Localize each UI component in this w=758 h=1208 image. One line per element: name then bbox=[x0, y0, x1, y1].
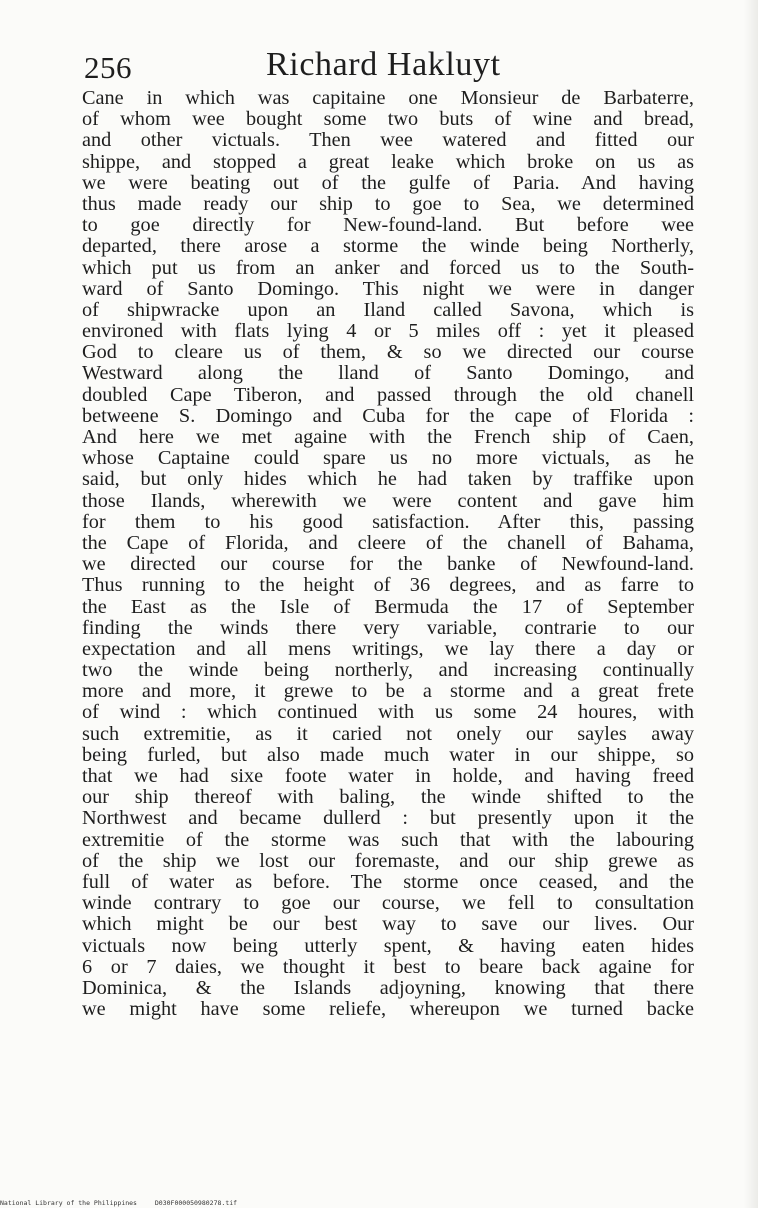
text-line: said, but only hides which he had taken by traffike upon bbox=[82, 469, 694, 491]
text-line: the East as the Isle of Bermuda the 17 of September bbox=[82, 596, 694, 618]
text-line: which put us from an anker and forced us to the South- bbox=[82, 257, 694, 279]
text-line: that we had sixe foote water in holde, and having freed bbox=[82, 766, 694, 787]
text-line: Northwest and became dullerd : but presently upon it the bbox=[82, 808, 694, 830]
text-line: Westward along the lland of Santo Domingo, and bbox=[82, 363, 694, 385]
text-line: those Ilands, wherewith we were content and gave him bbox=[82, 490, 694, 512]
text-line: God to cleare us of them, & so we directed our course bbox=[82, 342, 694, 364]
text-line: and other victuals. Then wee watered and fitted our bbox=[82, 130, 694, 152]
text-line: for them to his good satisfaction. After this, passing bbox=[82, 511, 694, 533]
text-line: Cane in which was capitaine one Monsieur de Barbaterre, bbox=[82, 88, 694, 109]
text-line: the Cape of Florida, and cleere of the chanell of Bahama, bbox=[82, 532, 694, 554]
page-edge-shadow bbox=[744, 0, 758, 1208]
text-line: we were beating out of the gulfe of Paria. And having bbox=[82, 172, 694, 194]
text-line: full of water as before. The storme once ceased, and the bbox=[82, 871, 694, 893]
text-line: victuals now being utterly spent, & having eaten hides bbox=[82, 935, 694, 957]
text-line: doubled Cape Tiberon, and passed through the old chanell bbox=[82, 384, 694, 406]
page-header bbox=[84, 46, 704, 86]
text-line: two the winde being northerly, and increasing continually bbox=[82, 660, 694, 682]
text-line: of the ship we lost our foremaste, and our ship grewe as bbox=[82, 850, 694, 872]
text-line: shippe, and stopped a great leake which broke on us as bbox=[82, 151, 694, 173]
scan-file-id: D030F000050980278.tif bbox=[154, 1199, 238, 1207]
text-line: Thus running to the height of 36 degrees, and as farre to bbox=[82, 575, 694, 597]
running-title: Richard Hakluyt bbox=[266, 46, 501, 83]
scan-footer bbox=[0, 1199, 251, 1207]
text-line: thus made ready our ship to goe to Sea, we determined bbox=[82, 193, 694, 215]
text-line: environed with flats lying 4 or 5 miles off : yet it pleased bbox=[82, 321, 694, 343]
text-line: extremitie of the storme was such that with the labouring bbox=[82, 829, 694, 851]
text-line: which might be our best way to save our lives. Our bbox=[82, 914, 694, 936]
text-line: expectation and all mens writings, we lay there a day or bbox=[82, 638, 694, 660]
text-line: 6 or 7 daies, we thought it best to beare back againe for bbox=[82, 956, 694, 978]
text-line: finding the winds there very variable, contrarie to our bbox=[82, 617, 694, 639]
text-line: such extremitie, as it caried not onely our sayles away bbox=[82, 723, 694, 745]
text-line: whose Captaine could spare us no more victuals, as he bbox=[82, 448, 694, 470]
text-line: more and more, it grewe to be a storme and a great frete bbox=[82, 681, 694, 703]
text-line: we might have some reliefe, whereupon we turned backe bbox=[82, 999, 694, 1021]
text-line: And here we met againe with the French ship of Caen, bbox=[82, 427, 694, 448]
page-number: 256 bbox=[84, 50, 132, 85]
text-line: departed, there arose a storme the winde being Northerly, bbox=[82, 236, 694, 258]
text-line: Dominica, & the Islands adjoyning, knowing that there bbox=[82, 977, 694, 999]
text-line: ward of Santo Domingo. This night we were in danger bbox=[82, 278, 694, 300]
text-line: being furled, but also made much water in our shippe, so bbox=[82, 744, 694, 766]
text-line: winde contrary to goe our course, we fell to consultation bbox=[82, 893, 694, 915]
text-line: our ship thereof with baling, the winde shifted to the bbox=[82, 787, 694, 809]
text-line: betweene S. Domingo and Cuba for the cape of Florida : bbox=[82, 405, 694, 427]
library-credit: National Library of the Philippines bbox=[0, 1199, 137, 1207]
text-line: we directed our course for the banke of Newfound-land. bbox=[82, 554, 694, 576]
text-line: of shipwracke upon an Iland called Savona, which is bbox=[82, 299, 694, 321]
text-line: of whom wee bought some two buts of wine and bread, bbox=[82, 109, 694, 131]
text-line: of wind : which continued with us some 24 houres, with bbox=[82, 702, 694, 724]
body-text bbox=[82, 88, 694, 1020]
text-line: to goe directly for New-found-land. But before wee bbox=[82, 215, 694, 237]
